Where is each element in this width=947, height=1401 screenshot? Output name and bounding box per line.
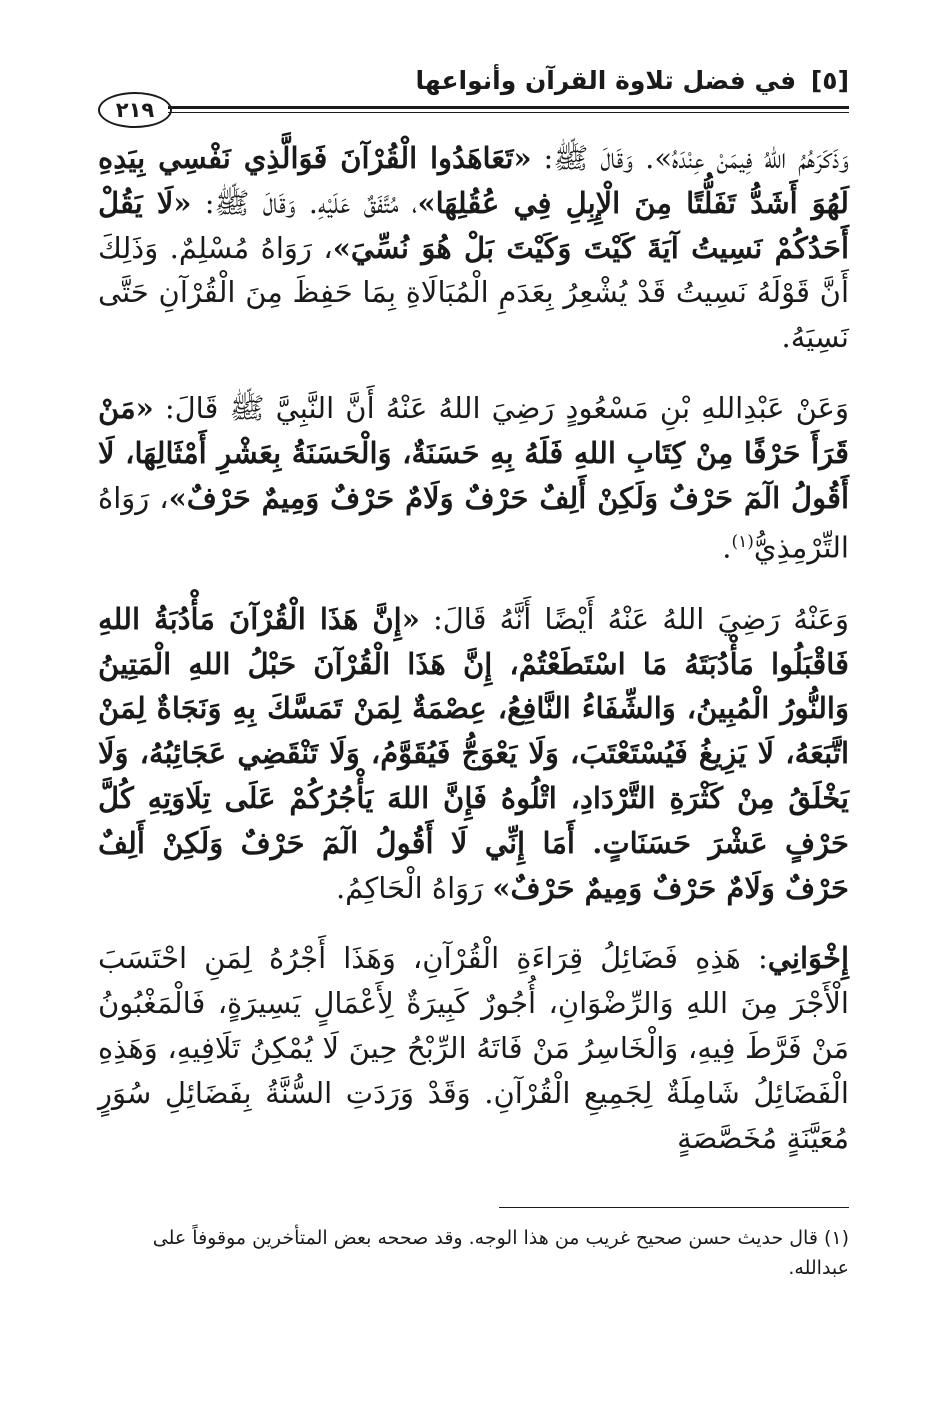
narration-text: رَوَاهُ الْحَاكِمُ. bbox=[335, 870, 493, 905]
paragraph bbox=[98, 936, 849, 1160]
narration-text: ، مُتَّفَقٌ عَلَيْهِ. وَقَالَ ﷺ: bbox=[191, 185, 418, 220]
hadith-quote: «تَعَاهَدُوا الْقُرْآنَ فَوَالَّذِي نَفْسِي بِيَدِهِ لَهُوَ أَشَدُّ تَفَلُّتًا مِنَ الْإِبِلِ فِي عُقُلِهَا» bbox=[98, 141, 849, 220]
paragraph bbox=[98, 136, 849, 360]
footnote bbox=[98, 1223, 849, 1283]
footnote-rule bbox=[499, 1207, 849, 1208]
page-number: ٢١٩ bbox=[98, 92, 172, 128]
narration-text: . bbox=[722, 531, 732, 566]
narration-text: ، رَوَاهُ مُسْلِمٌ. وَذَلِكَ أَنَّ قَوْلَهُ نَسِيتُ قَدْ يُشْعِرُ بِعَدَمِ الْمُبَالَاةِ بِمَا حَفِظَ مِنَ الْقُرْآنِ حَتَّى نَسِيَهُ. bbox=[98, 230, 849, 355]
paragraph bbox=[98, 386, 849, 571]
footnote-marker: (١) bbox=[823, 1227, 849, 1249]
narration-text: ، رَوَاهُ التِّرْمِذِيُّ bbox=[98, 480, 849, 566]
narration-text: وَذَكَرَهُمُ اللهُ فِيمَنْ عِنْدَهُ». وَقَالَ ﷺ: bbox=[531, 141, 849, 175]
header-rule bbox=[168, 106, 849, 109]
hadith-quote: «إِنَّ هَذَا الْقُرْآنَ مَأْدُبَةُ اللهِ فَاقْبَلُوا مَأْدُبَتَهُ مَا اسْتَطَعْتُمْ، إِنَّ هَذَا الْقُرْآنَ حَبْلُ اللهِ الْمَتِينُ وَالنُّورُ الْمُبِينُ، وَالشِّفَاءُ النَّافِعُ، عِصْمَةٌ لِمَنْ تَمَسَّكَ بِهِ وَنَجَاةٌ لِمَنْ اتَّبَعَهُ، لَا يَزِيغُ فَيُسْتَعْتَبَ، وَلَا يَعْوَجُّ فَيُقَوَّمُ، وَلَا تَنْقَضِي عَجَائِبُهُ، وَلَا يَخْلَقُ مِنْ كَثْرَةِ التَّرْدَادِ، اتْلُوهُ فَإِنَّ اللهَ يَأْجُرُكُمْ عَلَى تِلَاوَتِهِ كُلَّ حَرْفٍ عَشْرَ حَسَنَاتٍ. أَمَا إِنِّي لَا أَقُولُ الٓمٓ حَرْفٌ وَلَكِنْ أَلِفٌ حَرْفٌ وَلَامٌ حَرْفٌ وَمِيمٌ حَرْفٌ» bbox=[98, 601, 849, 905]
paragraph bbox=[98, 597, 849, 911]
footnote-text: قال حديث حسن صحيح غريب من هذا الوجه. وقد صححه بعض المتأخرين موقوفاً على عبدالله. bbox=[152, 1227, 849, 1279]
hadith-quote: «مَنْ قَرَأَ حَرْفًا مِنْ كِتَابِ اللهِ فَلَهُ بِهِ حَسَنَةٌ، وَالْحَسَنَةُ بِعَشْرِ أَمْثَالِهَا، لَا أَقُولُ الٓمٓ حَرْفٌ وَلَكِنْ أَلِفٌ حَرْفٌ وَلَامٌ حَرْفٌ وَمِيمٌ حَرْفٌ» bbox=[98, 390, 850, 515]
hadith-quote: «لَا يَقُلْ أَحَدُكُمْ نَسِيتُ آيَةَ كَيْتَ وَكَيْتَ بَلْ هُوَ نُسِّيَ» bbox=[98, 185, 849, 265]
chapter-number: [٥] bbox=[810, 66, 849, 95]
narration-text: : هَذِهِ فَضَائِلُ قِرَاءَةِ الْقُرْآنِ، وَهَذَا أَجْرُهُ لِمَنِ احْتَسَبَ الْأَجْرَ مِنَ اللهِ وَالرِّضْوَانِ، أُجُورٌ كَبِيرَةٌ لِأَعْمَالٍ يَسِيرَةٍ، فَالْمَغْبُونُ مَنْ فَرَّطَ فِيهِ، وَالْخَاسِرُ مَنْ فَاتَهُ الرِّبْحُ حِينَ لَا يُمْكِنُ تَلَافِيهِ، وَهَذِهِ الْفَضَائِلُ شَامِلَةٌ لِجَمِيعِ الْقُرْآنِ. وَقَدْ وَرَدَتِ السُّنَّةُ بِفَضَائِلِ سُوَرٍ مُعَيَّنَةٍ مُخَصَّصَةٍ bbox=[98, 941, 849, 1155]
narration-text: وَعَنْهُ رَضِيَ اللهُ عَنْهُ أَيْضًا أَنَّهُ قَالَ: bbox=[419, 601, 849, 636]
footnote-reference: (١) bbox=[731, 532, 754, 553]
header-rule-thin bbox=[168, 112, 849, 113]
narration-text: وَعَنْ عَبْدِاللهِ بْنِ مَسْعُودٍ رَضِيَ اللهُ عَنْهُ أَنَّ النَّبِيَّ ﷺ قَالَ: bbox=[153, 390, 849, 425]
chapter-title: في فضل تلاوة القرآن وأنواعها bbox=[415, 66, 797, 95]
running-header bbox=[416, 66, 849, 95]
page-body bbox=[98, 136, 849, 1160]
lead-word: إِخْوَانِي bbox=[767, 941, 849, 976]
